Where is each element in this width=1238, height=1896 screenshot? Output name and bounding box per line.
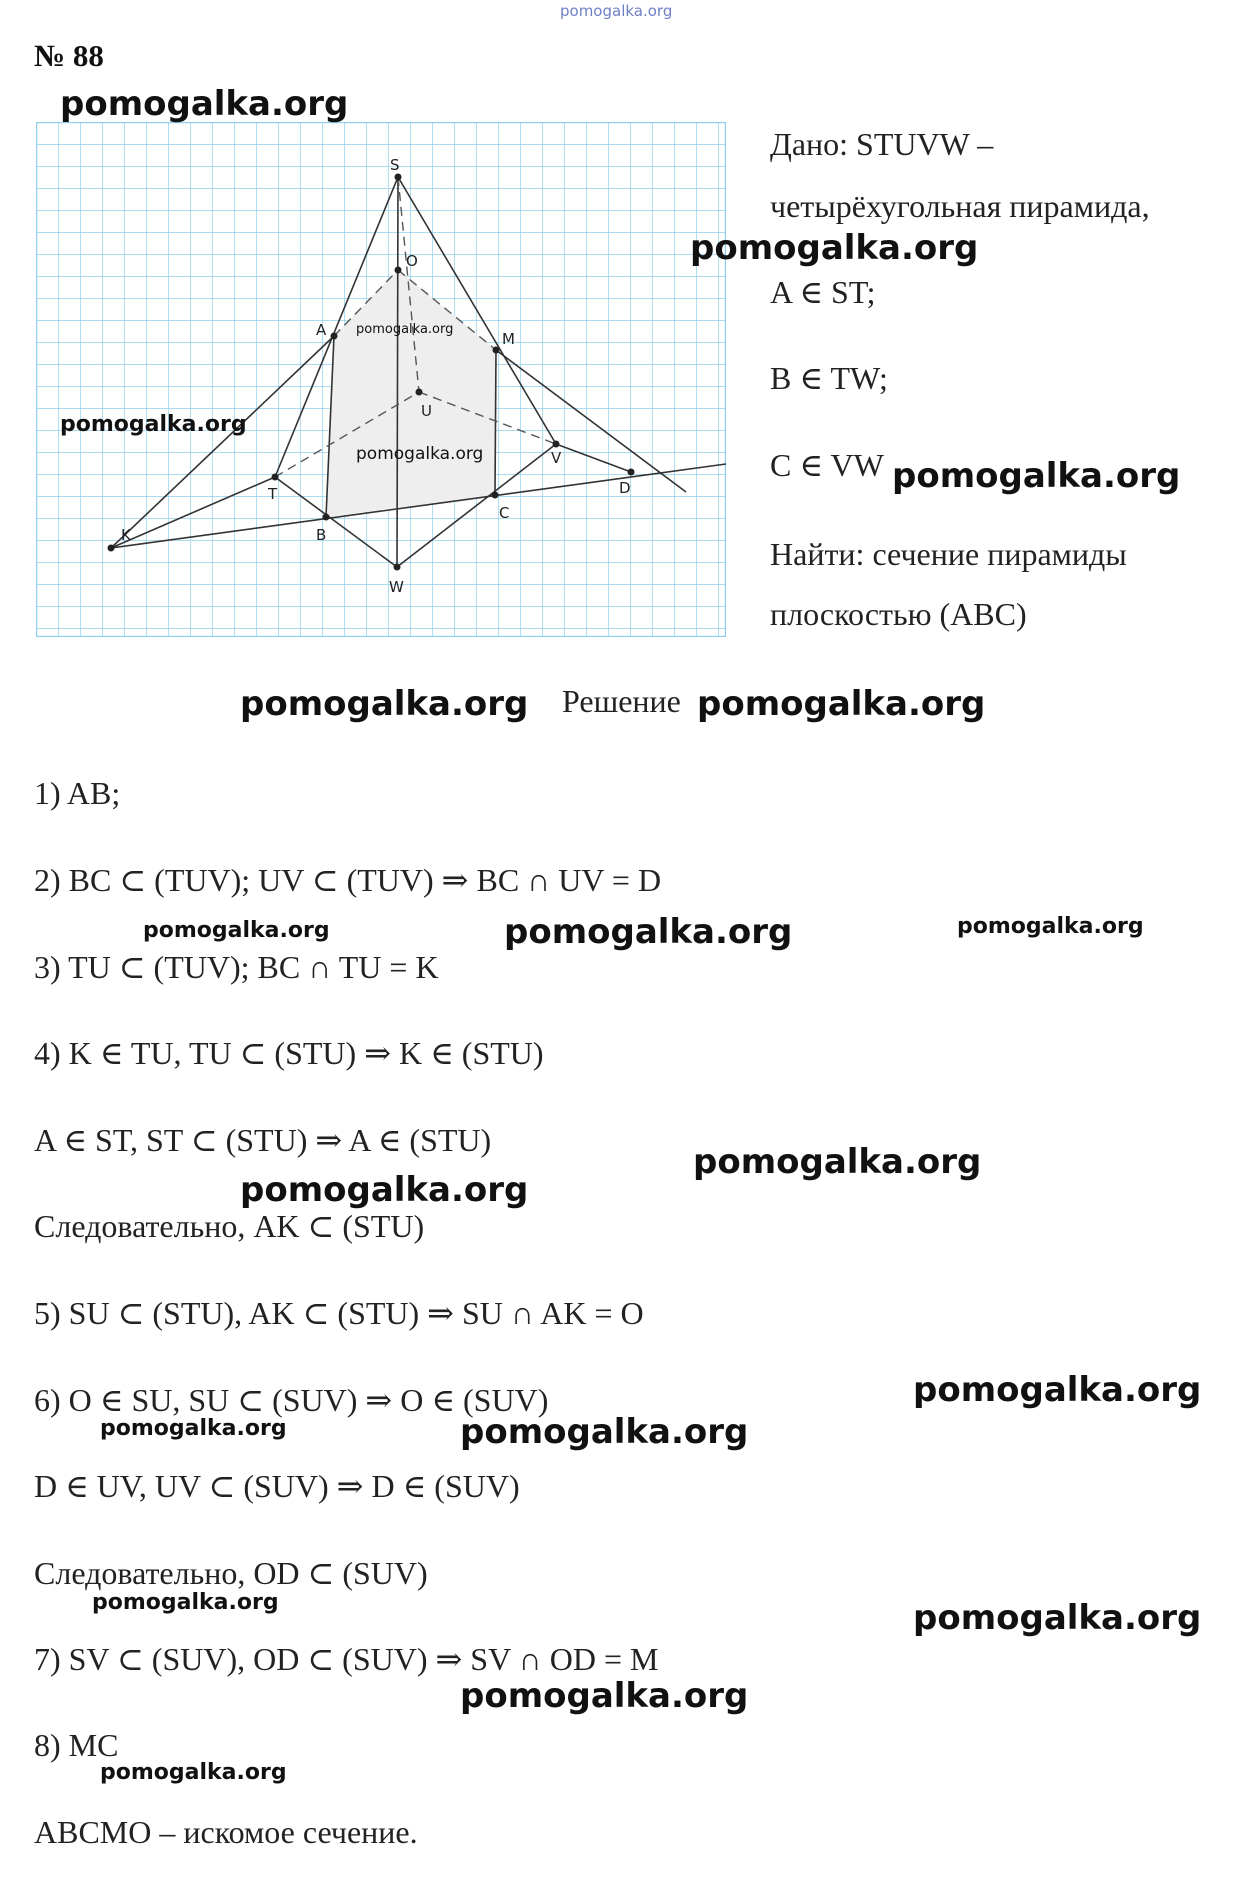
label-M: M	[502, 330, 515, 348]
segment-MC	[495, 350, 496, 495]
watermark: pomogalka.org	[690, 228, 979, 268]
label-K: K	[121, 526, 131, 544]
pyramid-figure	[36, 122, 726, 637]
step-4b: A ∈ ST, ST ⊂ (STU) ⇒ A ∈ (STU)	[34, 1122, 492, 1158]
watermark: pomogalka.org	[143, 918, 330, 943]
label-V: V	[551, 449, 562, 467]
step-4c: Следовательно, AK ⊂ (STU)	[34, 1208, 425, 1244]
label-A: A	[316, 321, 327, 339]
point-M	[493, 347, 500, 354]
given-line-3: A ∈ ST;	[770, 274, 876, 310]
point-A	[331, 333, 338, 340]
point-V	[553, 441, 560, 448]
watermark: pomogalka.org	[92, 1590, 279, 1615]
watermark: pomogalka.org	[60, 412, 247, 437]
point-T	[272, 474, 279, 481]
step-7: 7) SV ⊂ (SUV), OD ⊂ (SUV) ⇒ SV ∩ OD = M	[34, 1641, 659, 1677]
point-K	[108, 545, 115, 552]
point-D	[628, 469, 635, 476]
label-U: U	[421, 402, 432, 420]
step-4: 4) K ∈ TU, TU ⊂ (STU) ⇒ K ∈ (STU)	[34, 1035, 544, 1071]
point-U	[416, 389, 423, 396]
watermark: pomogalka.org	[697, 684, 986, 724]
watermark: pomogalka.org	[100, 1760, 287, 1785]
label-B: B	[316, 526, 327, 544]
step-6c: Следовательно, OD ⊂ (SUV)	[34, 1555, 428, 1591]
point-C	[492, 492, 499, 499]
label-S: S	[390, 156, 400, 174]
watermark: pomogalka.org	[913, 1598, 1202, 1638]
point-W	[394, 564, 401, 571]
watermark: pomogalka.org	[240, 684, 529, 724]
watermark: pomogalka.org	[356, 322, 454, 337]
given-line-1: Дано: STUVW –	[770, 126, 994, 162]
point-B	[323, 514, 330, 521]
given-line-5: C ∈ VW	[770, 447, 884, 483]
label-W: W	[389, 578, 404, 596]
watermark: pomogalka.org	[957, 914, 1144, 939]
watermark: pomogalka.org	[913, 1370, 1202, 1410]
point-O	[395, 267, 402, 274]
given-line-4: B ∈ TW;	[770, 360, 888, 396]
watermark: pomogalka.org	[460, 1412, 749, 1452]
watermark: pomogalka.org	[60, 84, 349, 124]
step-6: 6) O ∈ SU, SU ⊂ (SUV) ⇒ O ∈ (SUV)	[34, 1382, 549, 1418]
solution-heading: Решение	[562, 683, 681, 719]
step-5: 5) SU ⊂ (STU), AK ⊂ (STU) ⇒ SU ∩ AK = O	[34, 1295, 644, 1331]
label-D: D	[619, 479, 631, 497]
step-8: 8) MC	[34, 1727, 119, 1763]
given-line-6: Найти: сечение пирамиды	[770, 536, 1127, 572]
point-S	[395, 174, 402, 181]
watermark: pomogalka.org	[240, 1170, 529, 1210]
watermark: pomogalka.org	[356, 444, 484, 464]
watermark: pomogalka.org	[693, 1142, 982, 1182]
label-T: T	[268, 485, 278, 503]
top-site-watermark[interactable]: pomogalka.org	[560, 2, 673, 20]
step-3: 3) TU ⊂ (TUV); BC ∩ TU = K	[34, 949, 439, 985]
step-1: 1) AB;	[34, 775, 121, 811]
watermark: pomogalka.org	[504, 912, 793, 952]
label-C: C	[499, 504, 510, 522]
watermark: pomogalka.org	[460, 1676, 749, 1716]
watermark: pomogalka.org	[100, 1416, 287, 1441]
step-6b: D ∈ UV, UV ⊂ (SUV) ⇒ D ∈ (SUV)	[34, 1468, 520, 1504]
watermark: pomogalka.org	[892, 456, 1181, 496]
given-line-7: плоскостью (ABC)	[770, 596, 1027, 632]
problem-number: № 88	[34, 38, 104, 73]
step-2: 2) BC ⊂ (TUV); UV ⊂ (TUV) ⇒ BC ∩ UV = D	[34, 862, 662, 898]
conclusion: ABCMO – искомое сечение.	[34, 1814, 418, 1850]
label-O: O	[406, 252, 418, 270]
given-line-2: четырёхугольная пирамида,	[770, 188, 1150, 224]
